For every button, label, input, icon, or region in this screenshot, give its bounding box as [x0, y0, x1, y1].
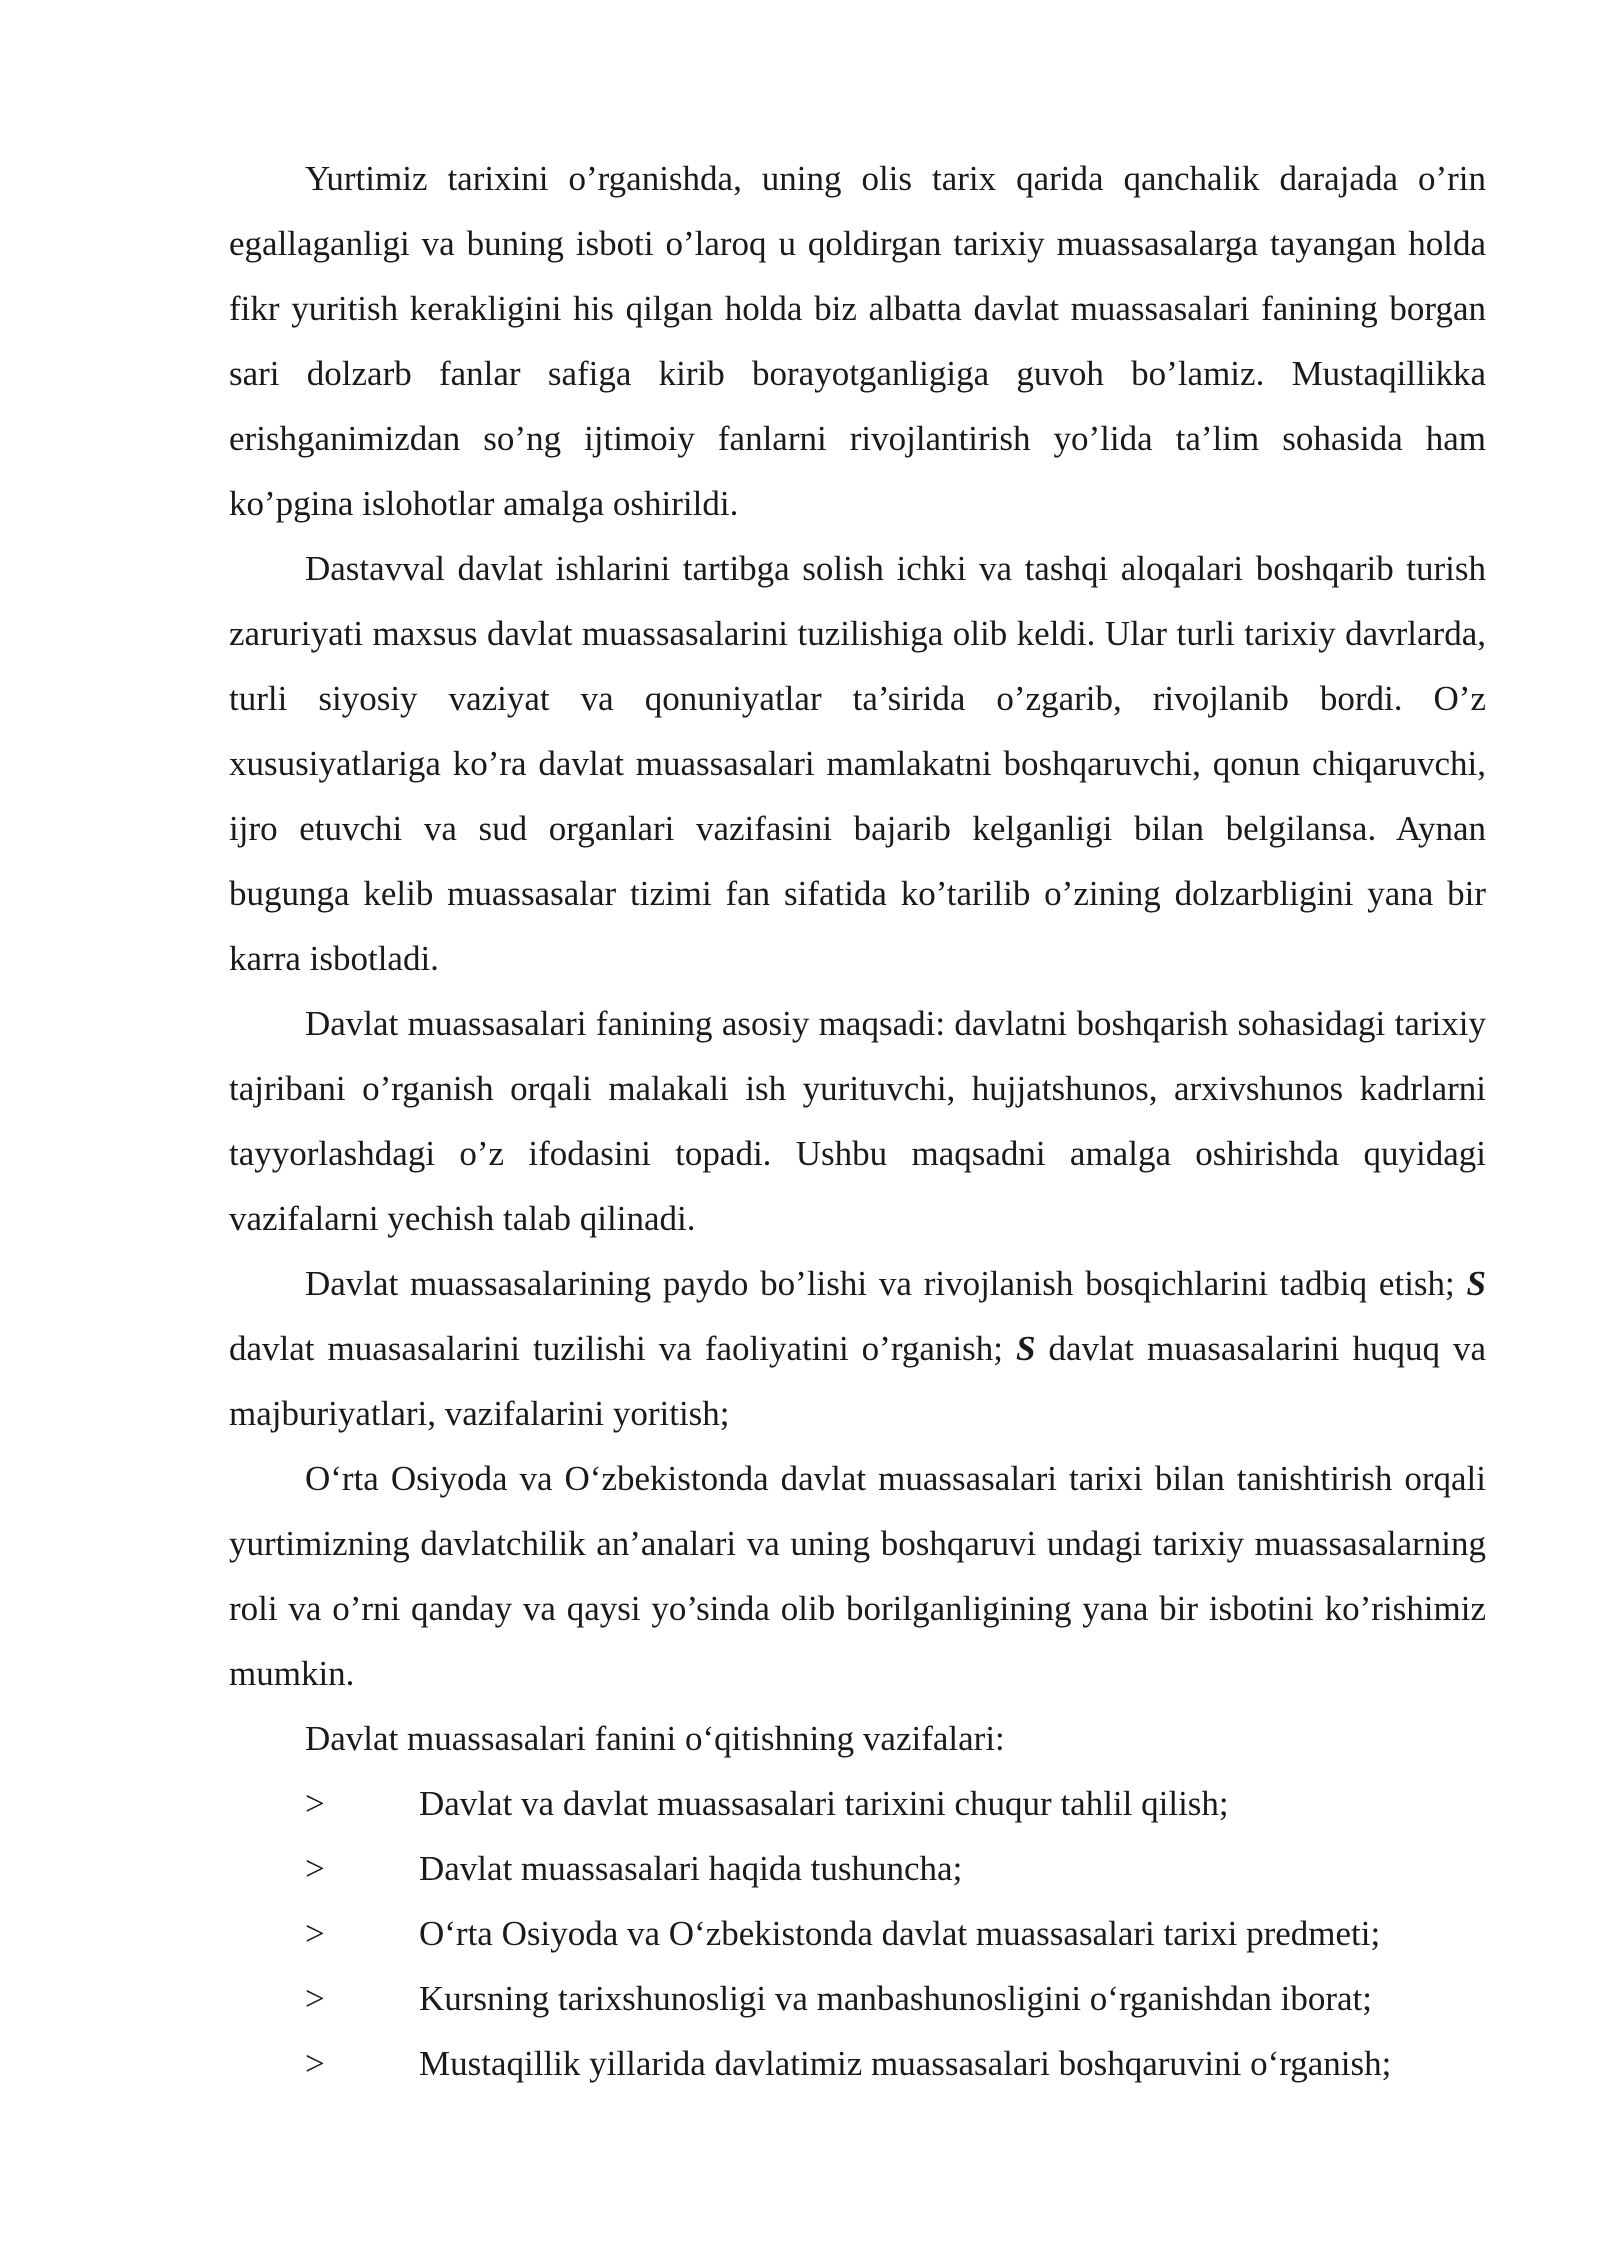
list-item	[229, 1836, 1486, 1901]
tasks-marker-2: S	[1015, 1329, 1036, 1368]
bullet-marker: >	[305, 1784, 325, 1823]
bullet-marker: >	[305, 1979, 325, 2018]
list-item-text: Kursning tarixshunosligi va manbashunosligini o‘rganishdan iborat;	[419, 1979, 1372, 2018]
bullet-marker: >	[305, 1914, 325, 1953]
document-page	[229, 146, 1486, 2096]
tasks-part-2: davlat muasasalarini tuzilishi va faoliyatini o’rganish;	[229, 1329, 1003, 1368]
paragraph-origins: Dastavval davlat ishlarini tartibga solish ichki va tashqi aloqalari boshqarib turish zaruriyati maxsus davlat muassasalarini tuzilishiga olib keldi. Ular turli tarixiy davrlarda, turli siyosiy vaziyat va qonuniyatlar ta’sirida o’zgarib, rivojlanib bordi. O’z xususiyatlariga ko’ra davlat muassasalari mamlakatni boshqaruvchi, qonun chiqaruvchi, ijro etuvchi va sud organlari vazifasini bajarib kelganligi bilan belgilansa. Aynan bugunga kelib muassasalar tizimi fan sifatida ko’tarilib o’zining dolzarbligini yana bir karra isbotladi.	[229, 549, 1486, 978]
paragraph-goal: Davlat muassasalari fanining asosiy maqsadi: davlatni boshqarish sohasidagi tarixiy tajribani o’rganish orqali malakali ish yurituvchi, hujjatshunos, arxivshunos kadrlarni tayyorlashdagi o’z ifodasini topadi. Ushbu maqsadni amalga oshirishda quyidagi vazifalarni yechish talab qilinadi.	[229, 1004, 1486, 1238]
list-item-text: O‘rta Osiyoda va O‘zbekistonda davlat muassasalari tarixi predmeti;	[419, 1914, 1381, 1953]
paragraph-history: O‘rta Osiyoda va O‘zbekistonda davlat muassasalari tarixi bilan tanishtirish orqali yurtimizning davlatchilik an’analari va uning boshqaruvi undagi tarixiy muassasalarning roli va o’rni qanday va qaysi yo’sinda olib borilganligining yana bir isbotini ko’rishimiz mumkin.	[229, 1459, 1486, 1693]
paragraph-intro: Yurtimiz tarixini o’rganishda, uning olis tarix qarida qanchalik darajada o’rin egallaganligi va buning isboti o’laroq u qoldirgan tarixiy muassasalarga tayangan holda fikr yuritish kerakligini his qilgan holda biz albatta davlat muassasalari fanining borgan sari dolzarb fanlar safiga kirib borayotganligiga guvoh bo’lamiz. Mustaqillikka erishganimizdan so’ng ijtimoiy fanlarni rivojlantirish yo’lida ta’lim sohasida ham ko’pgina islohotlar amalga oshirildi.	[229, 159, 1486, 523]
list-item-text: Davlat va davlat muassasalari tarixini chuqur tahlil qilish;	[419, 1784, 1229, 1823]
list-item	[229, 1966, 1486, 2031]
task-list	[229, 1771, 1486, 2096]
list-item	[229, 1771, 1486, 1836]
bullet-marker: >	[305, 2044, 325, 2083]
list-item-text: Davlat muassasalari haqida tushuncha;	[419, 1849, 963, 1888]
list-heading: Davlat muassasalari fanini o‘qitishning vazifalari:	[305, 1719, 1005, 1758]
bullet-marker: >	[305, 1849, 325, 1888]
list-item-text: Mustaqillik yillarida davlatimiz muassasalari boshqaruvini o‘rganish;	[419, 2044, 1392, 2083]
list-item	[229, 1901, 1486, 1966]
paragraph-tasks	[229, 1251, 1486, 1446]
tasks-marker-1: S	[1466, 1264, 1487, 1303]
tasks-part-3: davlat muasasalarini huquq va majburiyatlari, vazifalarini yoritish;	[229, 1329, 1486, 1433]
list-item	[229, 2031, 1486, 2096]
tasks-part-1: Davlat muassasalarining paydo bo’lishi va rivojlanish bosqichlarini tadbiq etish;	[305, 1264, 1455, 1303]
